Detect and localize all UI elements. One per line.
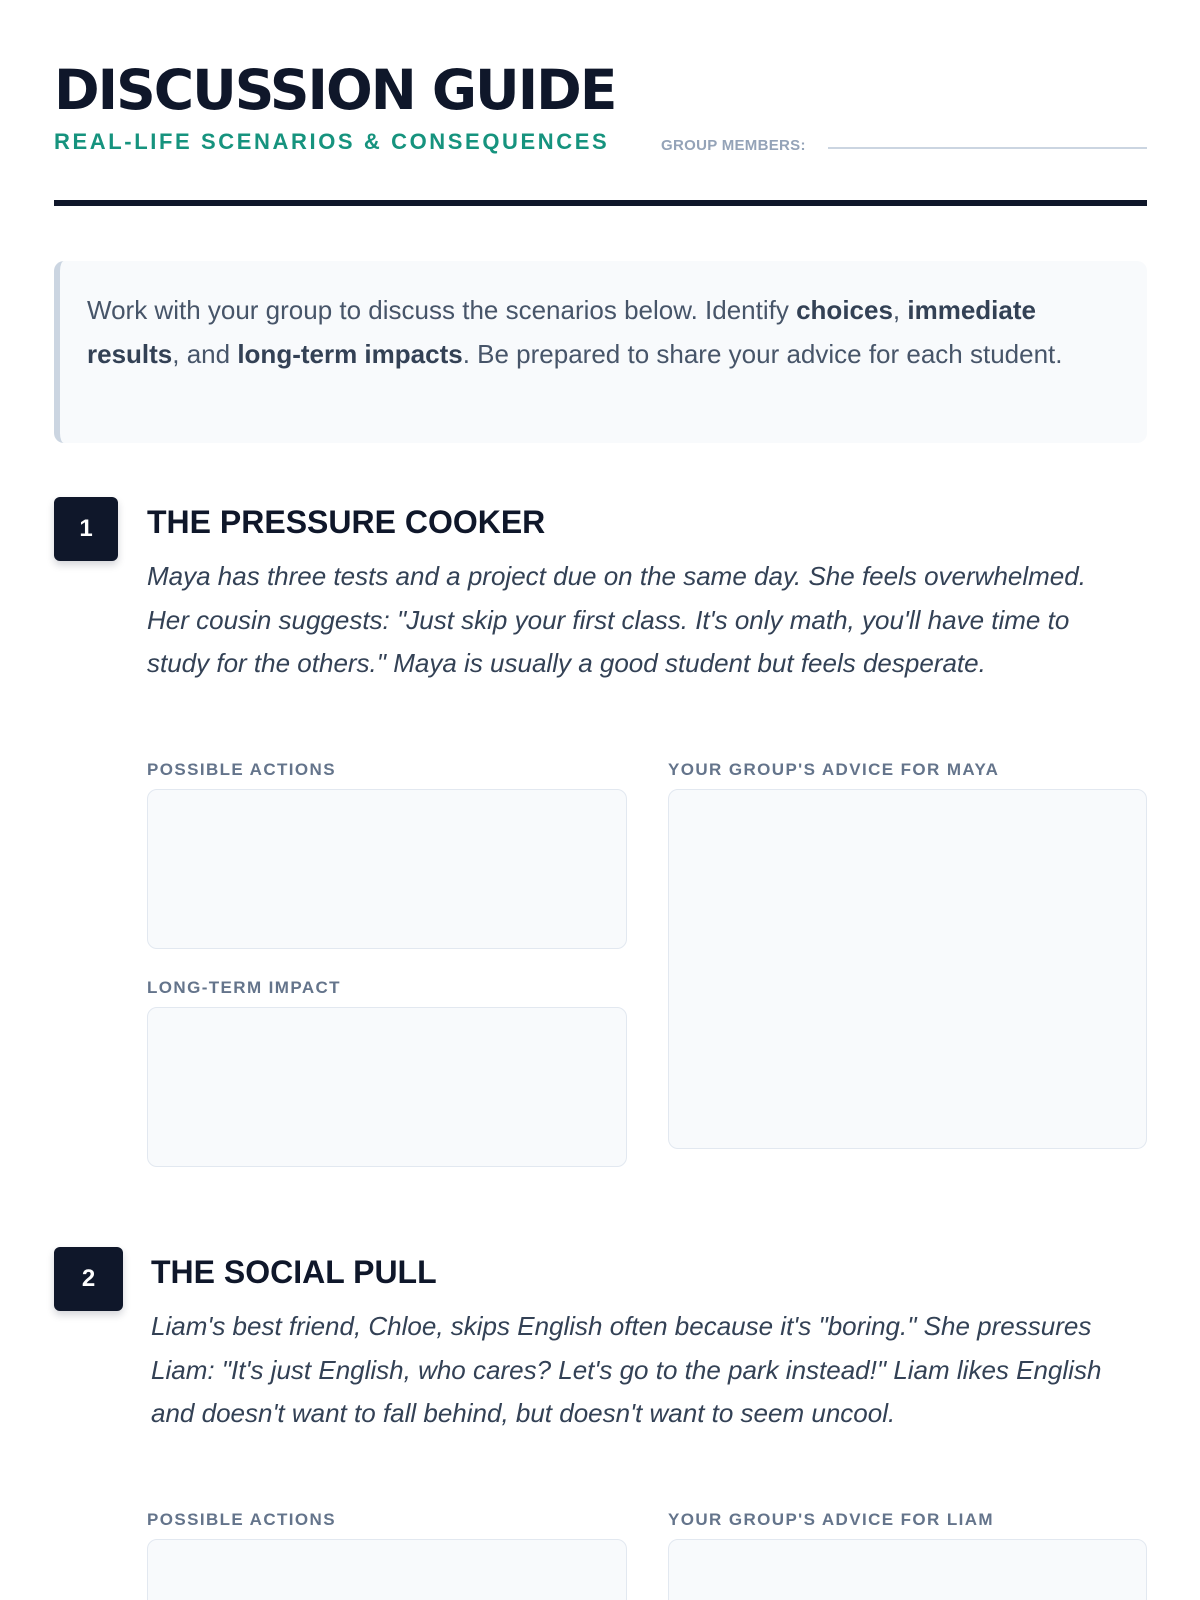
- instructions-bold-long-term-impacts: long-term impacts: [237, 338, 463, 369]
- instructions-text-3: , and: [172, 338, 238, 369]
- long-term-impact-field[interactable]: [147, 1007, 627, 1167]
- instructions-text-2: ,: [892, 295, 908, 325]
- instructions-bold-choices: choices: [796, 295, 893, 325]
- scenario-title: THE SOCIAL PULL: [151, 1254, 437, 1290]
- scenario-description: Liam's best friend, Chloe, skips English often because it's "boring." She pressures Liam: "It's just English, who cares? Let's go to the park instead!" Liam likes English and doesn't want to fall behind, but doesn't want to seem uncool.: [151, 1311, 1102, 1428]
- page-subtitle: REAL-LIFE SCENARIOS & CONSEQUENCES: [54, 129, 610, 154]
- instructions-text-1: Work with your group to discuss the scenarios below. Identify: [87, 295, 797, 325]
- scenario-description: Maya has three tests and a project due on the same day. She feels overwhelmed. Her cousin suggests: "Just skip your first class. It's only math, you'll have time to study for the others." Maya is usually a good student but feels desperate.: [147, 561, 1086, 678]
- group-advice-label: YOUR GROUP'S ADVICE FOR MAYA: [668, 760, 1000, 779]
- instructions-text-4: . Be prepared to share your advice for each student.: [462, 338, 1063, 369]
- header-divider: [54, 200, 1147, 206]
- page-title: DISCUSSION GUIDE: [54, 58, 616, 122]
- group-advice-field[interactable]: [668, 1539, 1147, 1600]
- scenario-title: THE PRESSURE COOKER: [147, 504, 546, 540]
- possible-actions-label: POSSIBLE ACTIONS: [147, 760, 336, 779]
- instructions-box: [54, 261, 1147, 443]
- scenario-number-badge: 2: [54, 1247, 123, 1311]
- instructions-bold-immediate-results: immediate results: [87, 295, 1036, 369]
- group-advice-field[interactable]: [668, 789, 1147, 1149]
- group-members-label: GROUP MEMBERS:: [661, 137, 806, 154]
- possible-actions-field[interactable]: [147, 789, 627, 949]
- group-members-field[interactable]: [828, 147, 1147, 149]
- long-term-impact-label: LONG-TERM IMPACT: [147, 978, 341, 997]
- possible-actions-label: POSSIBLE ACTIONS: [147, 1510, 336, 1529]
- worksheet-header: [54, 58, 1147, 208]
- scenario-number-badge: 1: [54, 497, 118, 561]
- possible-actions-field[interactable]: [147, 1539, 627, 1600]
- group-advice-label: YOUR GROUP'S ADVICE FOR LIAM: [668, 1510, 994, 1529]
